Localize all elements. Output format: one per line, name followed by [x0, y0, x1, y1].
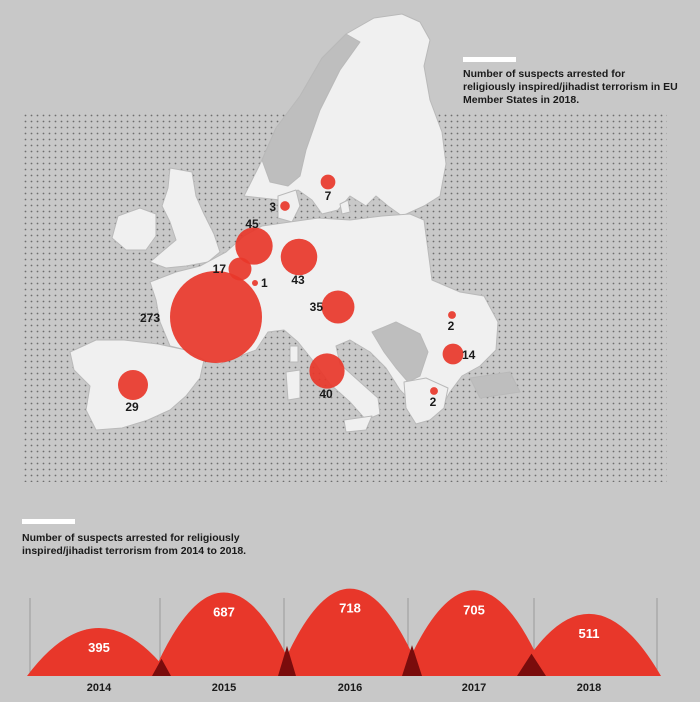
bubble-label-greece: 2 — [429, 395, 437, 409]
map-caption: Number of suspects arrested for religiously inspired/jihadist terrorism in EU Member States in 2018. — [463, 68, 678, 106]
timeline-value-label: 705 — [463, 602, 485, 618]
bubble-label-luxembourg: 1 — [261, 276, 268, 290]
bubble-label-denmark: 3 — [269, 200, 276, 214]
bubble-label-france: 273 — [139, 311, 160, 325]
bubble-austria — [322, 291, 355, 324]
timeline-year-label: 2018 — [576, 682, 602, 694]
bubble-label-belgium: 17 — [212, 262, 226, 276]
timeline-year-label: 2016 — [337, 682, 363, 694]
bubble-label-spain: 29 — [125, 400, 139, 414]
bubble-denmark — [280, 201, 290, 211]
bubble-label-germany: 43 — [291, 273, 305, 287]
bubble-label-austria: 35 — [309, 300, 323, 314]
timeline-year-label: 2017 — [461, 682, 487, 694]
bubble-germany — [281, 239, 318, 276]
timeline-chart — [27, 589, 661, 694]
bubble-label-romania: 2 — [447, 319, 455, 333]
timeline-year-label: 2015 — [211, 682, 237, 694]
timeline-value-label: 395 — [88, 639, 110, 655]
bubble-belgium — [229, 258, 252, 281]
corsica-land — [290, 346, 298, 362]
timeline-caption: Number of suspects arrested for religiously inspired/jihadist terrorism from 2014 to 2018. — [22, 532, 247, 557]
sardinia-land — [286, 370, 300, 400]
bubble-italy — [309, 353, 344, 388]
timeline-caption-accent-bar — [22, 519, 75, 524]
map-caption-accent-bar — [463, 57, 516, 62]
bubble-label-sweden: 7 — [324, 189, 332, 203]
timeline-year-label: 2014 — [86, 682, 112, 694]
bubble-bulgaria — [443, 344, 464, 365]
bubble-sweden — [321, 175, 336, 190]
timeline-value-label: 718 — [339, 600, 361, 616]
bubble-france — [170, 271, 262, 363]
bubble-label-bulgaria: 14 — [462, 348, 476, 362]
bubble-spain — [118, 370, 148, 400]
bubble-label-netherlands: 45 — [245, 217, 259, 231]
timeline-value-label: 511 — [578, 625, 600, 641]
bubble-romania — [448, 311, 456, 319]
bubble-luxembourg — [252, 280, 258, 286]
bubble-label-italy: 40 — [319, 387, 333, 401]
bubble-greece — [430, 387, 438, 395]
timeline-value-label: 687 — [213, 604, 235, 620]
